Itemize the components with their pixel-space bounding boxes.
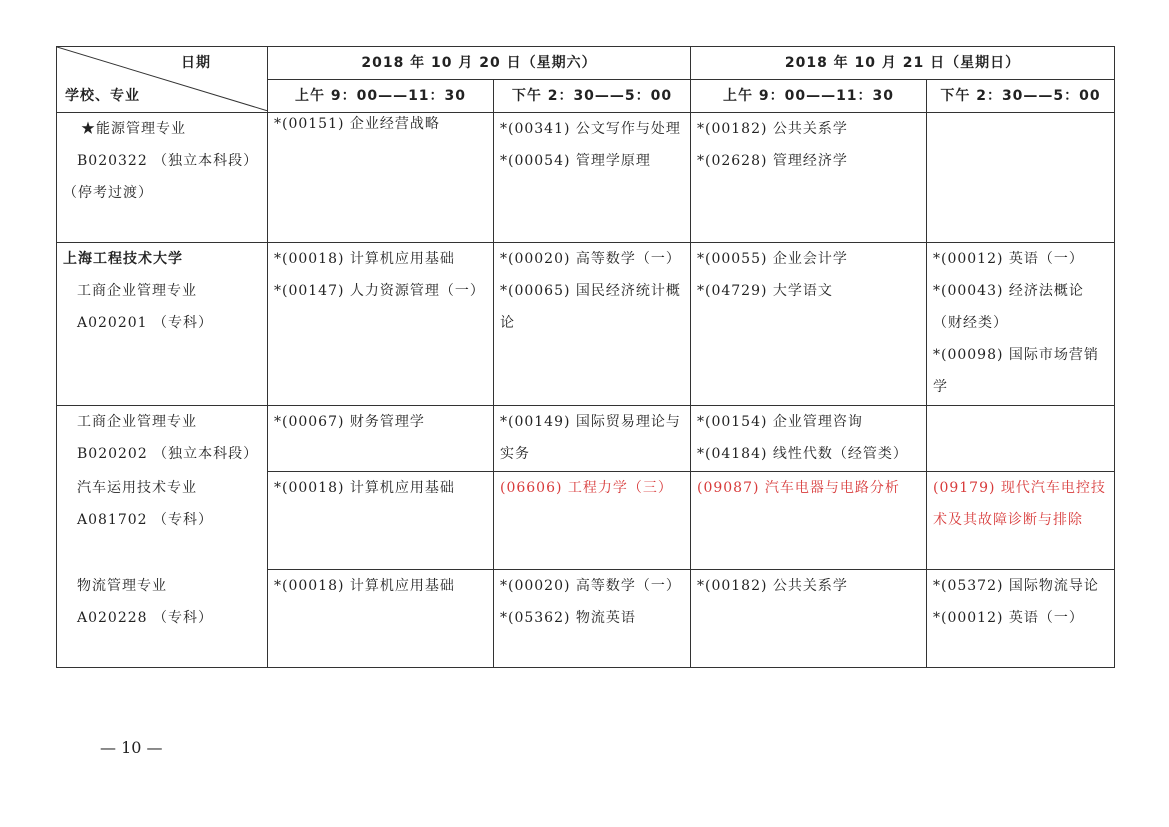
- major-name: 工商企业管理专业: [77, 283, 197, 299]
- course-item: *(00149) 国际贸易理论与实务: [500, 414, 681, 462]
- course-cell: [268, 243, 494, 406]
- course-item: *(02628) 管理经济学: [697, 153, 848, 169]
- day2-pm-header: 下午 2：30——5：00: [927, 80, 1115, 113]
- course-cell: [927, 243, 1115, 406]
- course-item: *(00098) 国际市场营销学: [933, 347, 1099, 395]
- course-item: *(00182) 公共关系学: [697, 121, 848, 137]
- course-item-highlighted: (09179) 现代汽车电控技术及其故障诊断与排除: [933, 480, 1106, 528]
- major-code: B020322 （独立本科段）: [77, 153, 259, 169]
- course-item-highlighted: (09087) 汽车电器与电路分析: [697, 480, 900, 496]
- course-item: *(00043) 经济法概论（财经类）: [933, 283, 1084, 331]
- course-item: *(00147) 人力资源管理（一）: [274, 283, 485, 299]
- day1-am-header: 上午 9：00——11：30: [268, 80, 494, 113]
- course-cell: [494, 570, 691, 668]
- course-cell: [927, 472, 1115, 570]
- course-item: *(00020) 高等数学（一）: [500, 251, 681, 267]
- course-cell: [927, 570, 1115, 668]
- course-item: *(05372) 国际物流导论: [933, 578, 1099, 594]
- course-item: *(00018) 计算机应用基础: [274, 251, 455, 267]
- course-item: *(00018) 计算机应用基础: [274, 578, 455, 594]
- course-cell: [268, 406, 494, 472]
- course-cell: [691, 570, 927, 668]
- course-cell: [268, 570, 494, 668]
- course-cell: [268, 113, 494, 243]
- day2-header: 2018 年 10 月 21 日（星期日）: [691, 47, 1115, 80]
- course-item: *(00151) 企业经营战略: [274, 116, 440, 132]
- course-item: *(00012) 英语（一）: [933, 610, 1084, 626]
- exam-schedule-table: [56, 46, 1115, 668]
- course-cell: [268, 472, 494, 570]
- course-cell: [494, 113, 691, 243]
- major-name: 物流管理专业: [77, 577, 167, 594]
- course-cell: [691, 406, 927, 472]
- page-number: — 10 —: [100, 738, 163, 757]
- course-item: *(00012) 英语（一）: [933, 251, 1084, 267]
- course-item: *(04729) 大学语文: [697, 283, 833, 299]
- course-item: *(00341) 公文写作与处理: [500, 121, 681, 137]
- table-row: [57, 243, 1115, 406]
- course-cell-empty: [927, 406, 1115, 472]
- course-cell: [494, 472, 691, 570]
- course-cell: [691, 113, 927, 243]
- course-item: *(00067) 财务管理学: [274, 414, 425, 430]
- course-item: *(00065) 国民经济统计概论: [500, 283, 681, 331]
- course-item: *(00020) 高等数学（一）: [500, 578, 681, 594]
- course-cell: [691, 472, 927, 570]
- course-cell: [494, 243, 691, 406]
- major-cell: [57, 113, 268, 243]
- diagonal-header-cell: [57, 47, 268, 113]
- table-row: [57, 570, 1115, 668]
- major-cell: [57, 472, 268, 570]
- course-item: *(00018) 计算机应用基础: [274, 480, 455, 496]
- table-row: [57, 406, 1115, 472]
- date-label: 日期: [181, 55, 211, 71]
- major-code: A081702 （专科）: [77, 511, 214, 528]
- course-item: *(00182) 公共关系学: [697, 578, 848, 594]
- major-code: A020201 （专科）: [77, 315, 214, 331]
- day1-header: 2018 年 10 月 20 日（星期六）: [268, 47, 691, 80]
- course-item: *(05362) 物流英语: [500, 610, 636, 626]
- header-row-dates: [57, 47, 1115, 80]
- course-cell: [691, 243, 927, 406]
- major-note: （停考过渡）: [63, 185, 153, 201]
- table-row: [57, 113, 1115, 243]
- course-cell-empty: [927, 113, 1115, 243]
- school-name: 上海工程技术大学: [63, 251, 183, 267]
- major-cell: [57, 243, 268, 406]
- day2-am-header: 上午 9：00——11：30: [691, 80, 927, 113]
- course-item: *(00054) 管理学原理: [500, 153, 651, 169]
- course-item-highlighted: (06606) 工程力学（三）: [500, 480, 673, 496]
- major-name: ★能源管理专业: [81, 121, 186, 137]
- major-cell: [57, 570, 268, 668]
- course-item: *(00055) 企业会计学: [697, 251, 848, 267]
- major-name: 汽车运用技术专业: [77, 479, 197, 496]
- major-code: B020202 （独立本科段）: [77, 446, 259, 462]
- course-item: *(00154) 企业管理咨询: [697, 414, 863, 430]
- table-row: [57, 472, 1115, 570]
- course-cell: [494, 406, 691, 472]
- day1-pm-header: 下午 2：30——5：00: [494, 80, 691, 113]
- major-name: 工商企业管理专业: [77, 414, 197, 430]
- major-cell: [57, 406, 268, 472]
- course-item: *(04184) 线性代数（经管类）: [697, 446, 908, 462]
- major-code: A020228 （专科）: [77, 609, 214, 626]
- school-major-label: 学校、专业: [65, 88, 140, 104]
